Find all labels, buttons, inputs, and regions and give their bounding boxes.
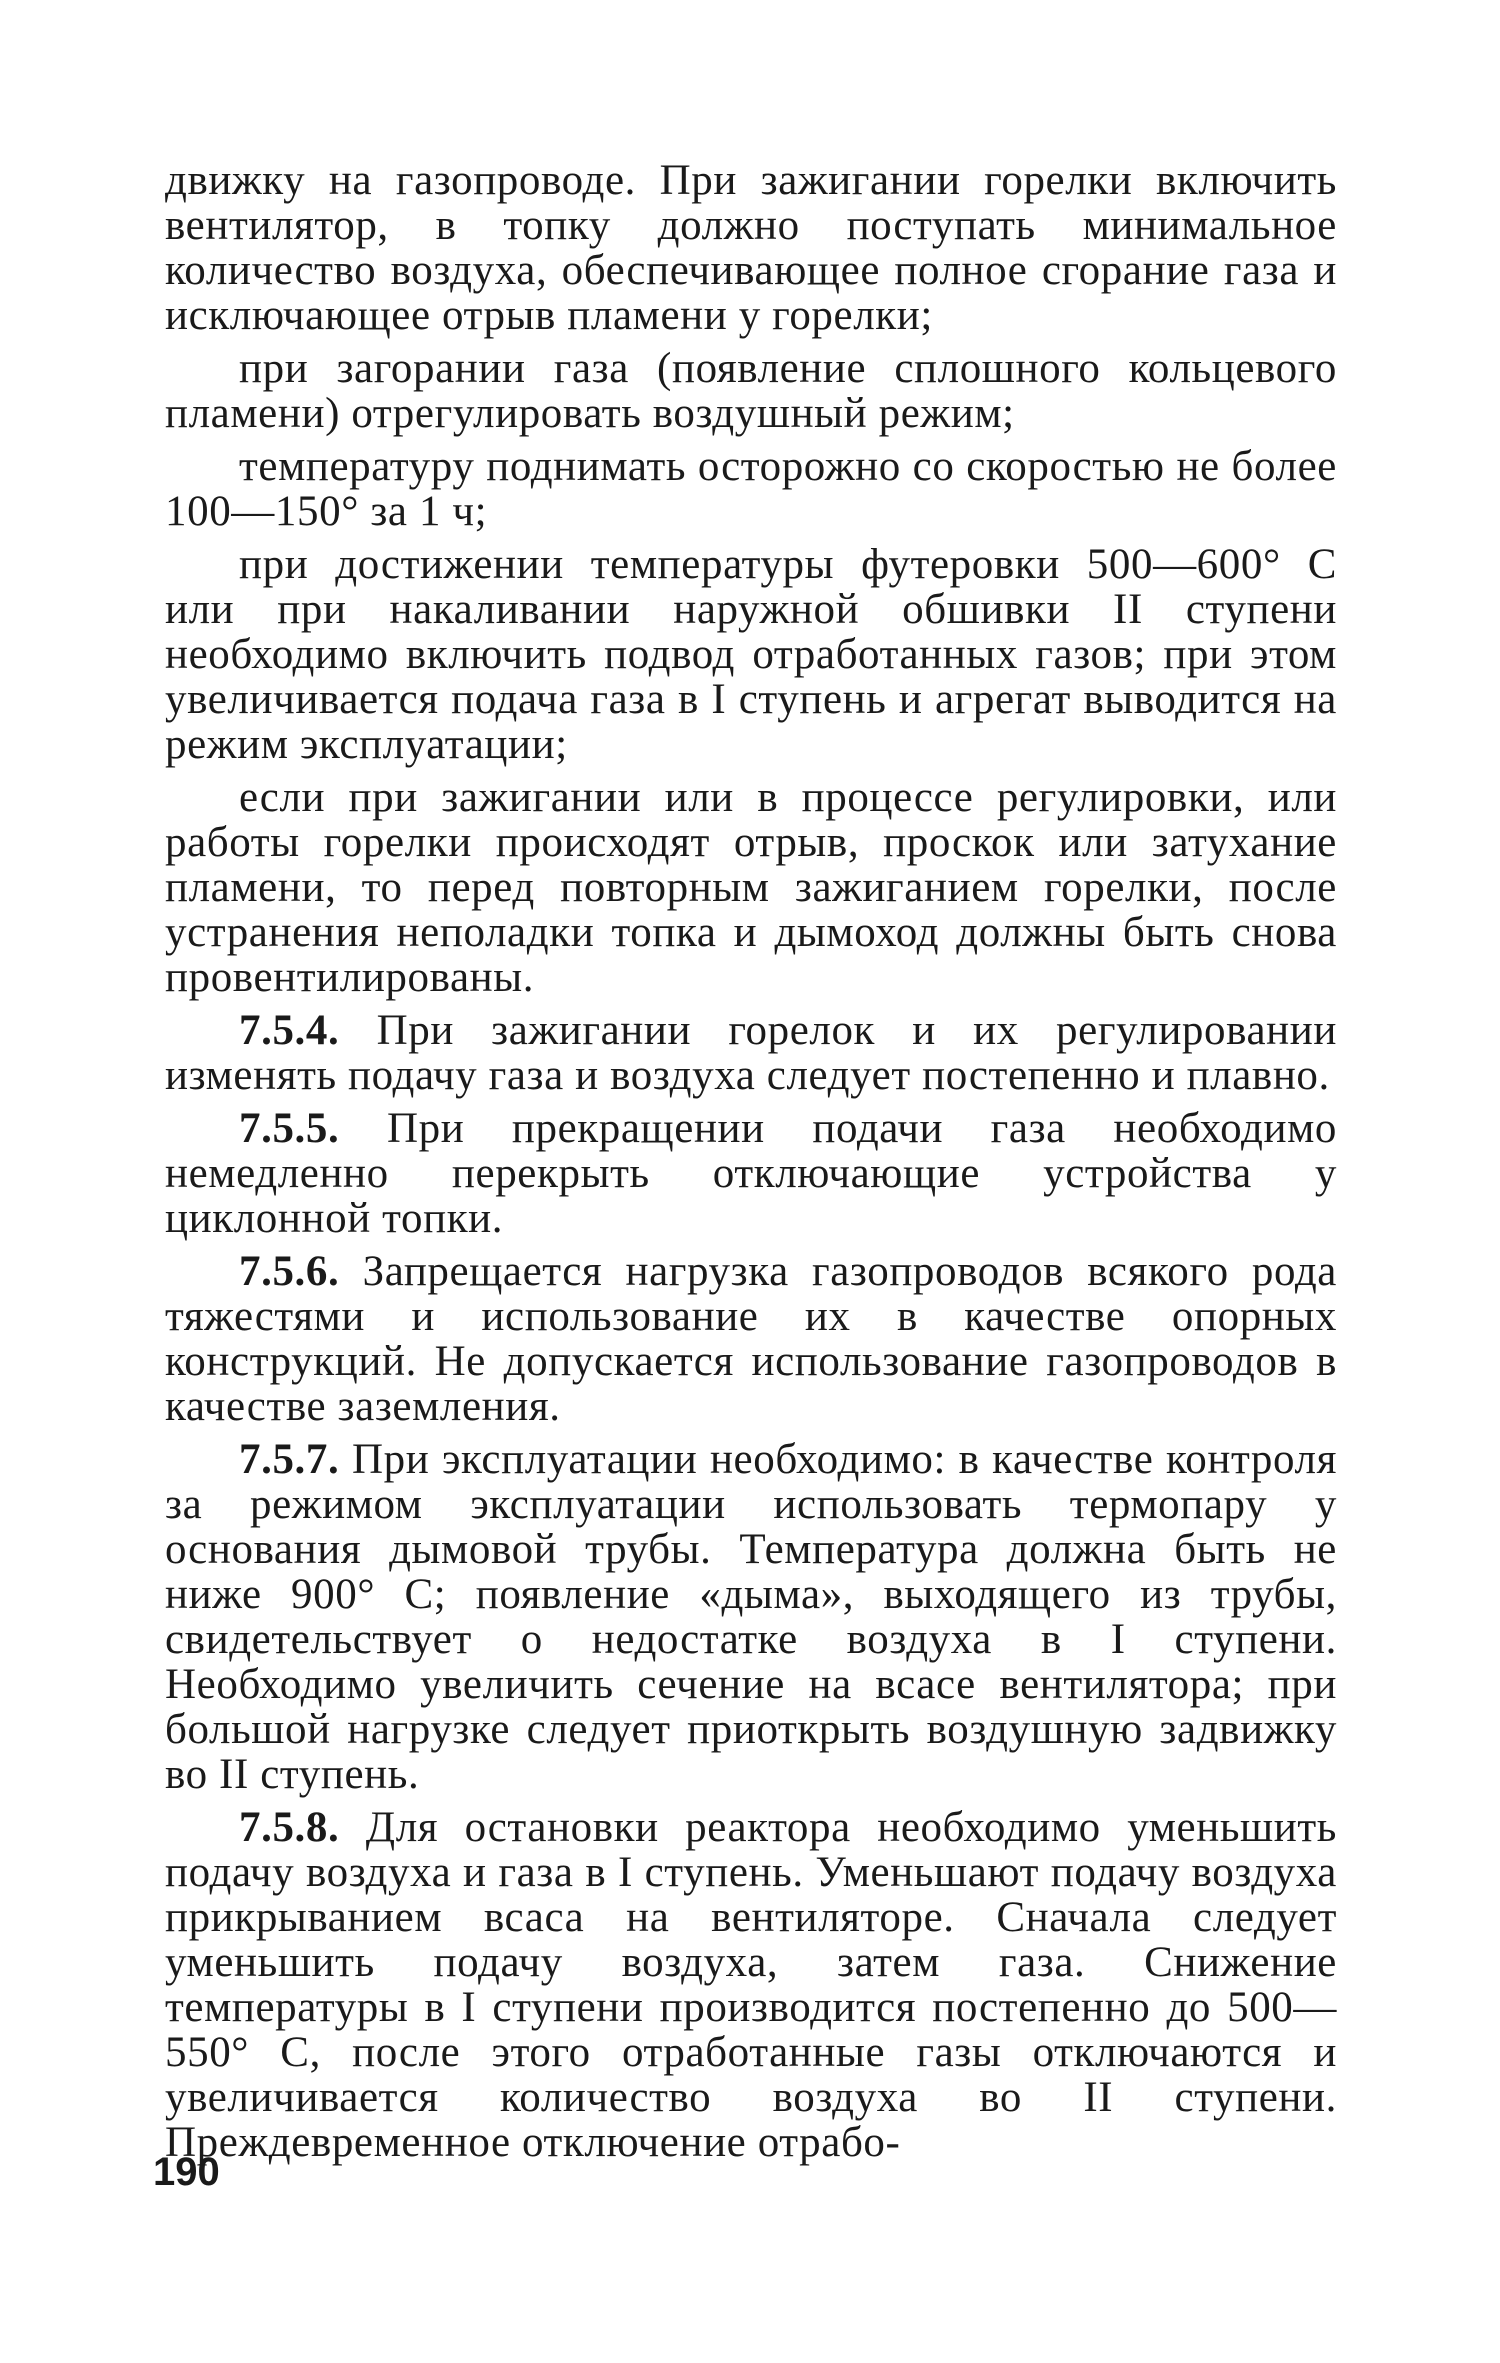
section-7-5-7 xyxy=(165,1437,1337,1797)
paragraph xyxy=(165,158,1337,338)
section-number: 7.5.5. xyxy=(239,1105,340,1152)
paragraph-text: если при зажигании или в процессе регулировки, или работы горелки происходят отрыв, проскок или затухание пламени, то перед повторным зажиганием горелки, после устранения неполадки топка и дымоход должны быть снова провентилированы. xyxy=(165,774,1337,1001)
page-body xyxy=(165,158,1337,2173)
section-7-5-6 xyxy=(165,1249,1337,1429)
paragraph xyxy=(165,775,1337,1000)
paragraph-text: температуру поднимать осторожно со скоростью не более 100—150° за 1 ч; xyxy=(165,443,1337,535)
section-number: 7.5.4. xyxy=(239,1007,340,1054)
section-number: 7.5.8. xyxy=(239,1804,340,1851)
paragraph-text: При эксплуатации необходимо: в качестве контроля за режимом эксплуатации использовать термопару у основания дымовой трубы. Температура должна быть не ниже 900° С; появление «дыма», выходящего из трубы, свидетельствует о недостатке воздуха в I ступени. Необходимо увеличить сечение на всасе вентилятора; при большой нагрузке следует приоткрыть воздушную задвижку во II ступень. xyxy=(165,1436,1337,1798)
paragraph-text: при загорании газа (появление сплошного кольцевого пламени) отрегулировать воздушный режим; xyxy=(165,345,1337,437)
section-7-5-5 xyxy=(165,1106,1337,1241)
section-number: 7.5.7. xyxy=(239,1436,340,1483)
paragraph-text: при достижении температуры футеровки 500—600° С или при накаливании наружной обшивки II ступени необходимо включить подвод отработанных газов; при этом увеличивается подача газа в I ступень и агрегат выводится на режим эксплуатации; xyxy=(165,541,1337,768)
paragraph xyxy=(165,346,1337,436)
section-7-5-8 xyxy=(165,1805,1337,2165)
section-number: 7.5.6. xyxy=(239,1248,340,1295)
paragraph xyxy=(165,444,1337,534)
paragraph-text: При прекращении подачи газа необходимо немедленно перекрыть отключающие устройства у циклонной топки. xyxy=(165,1105,1337,1242)
page-number: 190 xyxy=(153,2150,220,2194)
paragraph-text: При зажигании горелок и их регулировании изменять подачу газа и воздуха следует постепенно и плавно. xyxy=(165,1007,1337,1099)
paragraph xyxy=(165,542,1337,767)
paragraph-text: Запрещается нагрузка газопроводов всякого рода тяжестями и использование их в качестве опорных конструкций. Не допускается использование газопроводов в качестве заземления. xyxy=(165,1248,1337,1430)
paragraph-text: движку на газопроводе. При зажигании горелки включить вентилятор, в топку должно поступать минимальное количество воздуха, обеспечивающее полное сгорание газа и исключающее отрыв пламени у горелки; xyxy=(165,157,1337,339)
paragraph-text: Для остановки реактора необходимо уменьшить подачу воздуха и газа в I ступень. Уменьшают подачу воздуха прикрыванием всаса на вентиляторе. Сначала следует уменьшить подачу воздуха, затем газа. Снижение температуры в I ступени производится постепенно до 500—550° С, после этого отработанные газы отключаются и увеличивается количество воздуха во II ступени. Преждевременное отключение отрабо- xyxy=(165,1804,1337,2166)
section-7-5-4 xyxy=(165,1008,1337,1098)
